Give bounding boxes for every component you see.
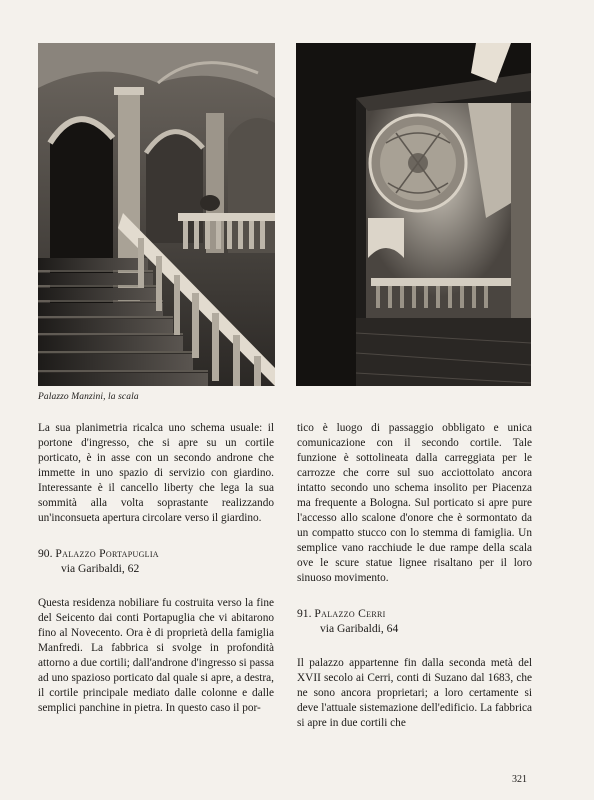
entry-number: 90. [38, 547, 53, 560]
entry-heading-91 [297, 606, 532, 636]
entry-address: via Garibaldi, 64 [320, 622, 399, 635]
right-text-column [297, 421, 532, 731]
stairwell-ceiling-photo [296, 43, 531, 386]
entry-name: Palazzo Portapuglia [55, 547, 159, 560]
entry-heading-90 [38, 546, 274, 576]
continuation-paragraph: tico è luogo di passaggio obbligato e unica comunicazione con il secondo cortile. Tale funzione è sottolineata dalla carreggiata per le carrozze che corre sul suo acciottolato ancora intatto secondo uno schema insolito per Piacenza ma frequente a Bologna. Sul porticato si apre pure l'accesso allo scalone d'onore che è sormontato da un compatto stucco con lo stemma di famiglia. Un semplice vano racchiude le due rampe della scala ove le scure statue lignee risaltano per il loro sinuoso movimento. [297, 422, 532, 584]
entry-name: Palazzo Cerri [314, 607, 386, 620]
entry-address: via Garibaldi, 62 [61, 562, 140, 575]
entry-number: 91. [297, 607, 312, 620]
entry-text-91: Il palazzo appartenne fin dalla seconda metà del XVII secolo ai Cerri, conti di Suzano dal 1683, che ne sono ancora proprietari; a loro certamente si deve l'attuale sistemazione dell'edificio. La fabbrica si apre in due cortili che [297, 657, 532, 729]
left-text-column [38, 421, 274, 716]
photo-caption: Palazzo Manzini, la scala [38, 392, 139, 402]
intro-paragraph: La sua planimetria ricalca uno schema usuale: il portone d'ingresso, che si apre su un cortile porticato, è in asse con un secondo androne che immette in uno spazio di servizio con giardino. Interessante è il cancello liberty che lega la sua sommità alla volta soprastante realizzando un'inconsueta apertura circolare verso il giardino. [38, 422, 274, 524]
staircase-photo [38, 43, 275, 386]
entry-text-90: Questa residenza nobiliare fu costruita verso la fine del Seicento dai conti Portapuglia che vi abitarono fino al Novecento. Ora è di proprietà della famiglia Manfredi. La fabbrica si svolge in profondità attorno a due cortili; dall'androne d'ingresso si passa ad uno spazioso porticato dal quale si apre, a destra, il cortile principale mediato dalle colonne e dalle semplici panchine in pietra. In questo caso il por- [38, 597, 274, 714]
page-number: 321 [512, 774, 527, 785]
